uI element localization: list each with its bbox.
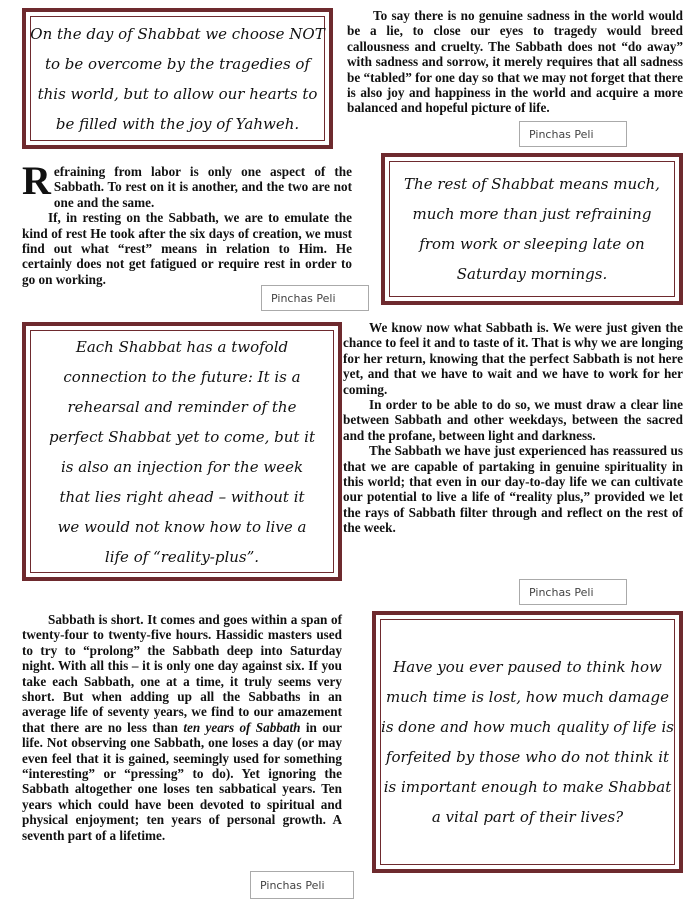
quote-line: much more than just refraining [412,205,652,223]
source-name: Pinchas Peli [529,127,594,141]
source-name: Pinchas Peli [271,291,336,305]
quote-text [404,169,660,289]
quote-line: a vital part of their lives? [431,808,624,826]
quote-line: perfect Shabbat yet to come, but it [48,427,316,446]
paragraph: To say there is no genuine sadness in the world would be a lie, to close our eyes to tragedy would breed callousness and cruelty. The Sabbath does not “do away” with sadness and sorrow, it merely requires that all sadness be “tabled” for one day so that we may not forget that there is also joy and happiness in the world and acquire a more balanced and hopeful picture of life. [347,8,683,116]
quote-line: The rest of Shabbat means much, [404,175,660,193]
sabbath-short-paragraph [22,612,342,843]
quote-line: connection to the future: It is a [63,367,301,386]
quote-line: is done and how much quality of life is [381,718,674,736]
quote-line: is important enough to make Shabbat [383,778,672,796]
quote-box-time-lost [372,611,683,873]
source-label [519,121,627,147]
paragraph: We know now what Sabbath is. We were just given the chance to feel it and to taste of it. That is why we are longing for her return, knowing that the perfect Sabbath is not here yet, and that we have to wait and we have to work for her coming. [343,320,683,397]
quote-line: from work or sleeping late on [419,235,645,253]
source-label [519,579,627,605]
quote-line: we would not know how to live a [57,517,307,536]
source-name: Pinchas Peli [529,585,594,599]
paragraph: In order to be able to do so, we must draw a clear line between Sabbath and other weekdays, between the sacred and the profane, between light and darkness. [343,397,683,443]
quote-line: much time is lost, how much damage [386,688,669,706]
paragraph [22,612,342,843]
quote-box-rest [381,153,683,305]
paragraph [22,158,352,210]
paragraph: If, in resting on the Sabbath, we are to emulate the kind of rest He took after the six days of creation, we must find out what “rest” means in relation to Him. He certainly does not get fatigued or require rest in order to go on working. [22,210,352,287]
quote-line: this world, but to allow our hearts to [37,84,318,103]
quote-text [30,19,324,139]
quote-text [49,332,315,572]
source-name: Pinchas Peli [260,878,325,892]
quote-box-joy [22,8,333,149]
quote-line: to be overcome by the tragedies of [44,54,311,73]
paragraph-text: in our life. Not observing one Sabbath, one loses a day (or may even feel that it is gained, seemingly used for something “interesting” or “pressing” to do). Yet ignoring the Sabbath altogether one loses ten sabbatical years. Ten years which could have been devoted to spiritual and physical enjoyment; ten years of personal growth. A seventh part of a lifetime. [22,719,343,843]
source-label [250,871,354,899]
quote-line: that lies right ahead – without it [59,487,305,506]
quote-line: Each Shabbat has a twofold [75,337,289,356]
quote-line: Saturday mornings. [456,265,608,283]
paragraph-text: efraining from labor is only one aspect of the Sabbath. To rest on it is another, and the two are not one and the same. [53,164,352,210]
quote-line: rehearsal and reminder of the [67,397,297,416]
quote-box-twofold [22,322,342,581]
quote-line: be filled with the joy of Yahweh. [55,114,300,133]
paragraph-text: Sabbath is short. It comes and goes within a span of twenty-four to twenty-five hours. Hassidic masters used to try to “prolong” the Sabbath deep into Saturday night. With all this – it is only one day against six. If you take each Sabbath, one at a time, it truly seems very short. But when adding up all the Sabbaths in an average life of seventy years, we find to our amazement that there are no less than [22,612,342,735]
quote-line: is also an injection for the week [60,457,304,476]
quote-line: On the day of Shabbat we choose NOT [30,24,325,43]
quote-text [381,652,674,832]
sadness-paragraph [347,8,683,116]
paragraph: The Sabbath we have just experienced has reassured us that we are capable of partaking in genuine spirituality in this world; that even in our day-to-day life we can cultivate our potential to live a life of “reality plus,” provided we let the rays of Sabbath filter through and reflect on the rest of the week. [343,443,683,536]
sabbath-return-paragraphs [343,320,683,536]
quote-line: Have you ever paused to think how [393,658,662,676]
emphasis-text: ten years of Sabbath [183,719,301,735]
rest-paragraph [22,158,352,287]
drop-cap: R [22,158,51,203]
quote-line: life of “reality-plus”. [104,547,260,566]
quote-line: forfeited by those who do not think it [385,748,670,766]
source-label [261,285,369,311]
